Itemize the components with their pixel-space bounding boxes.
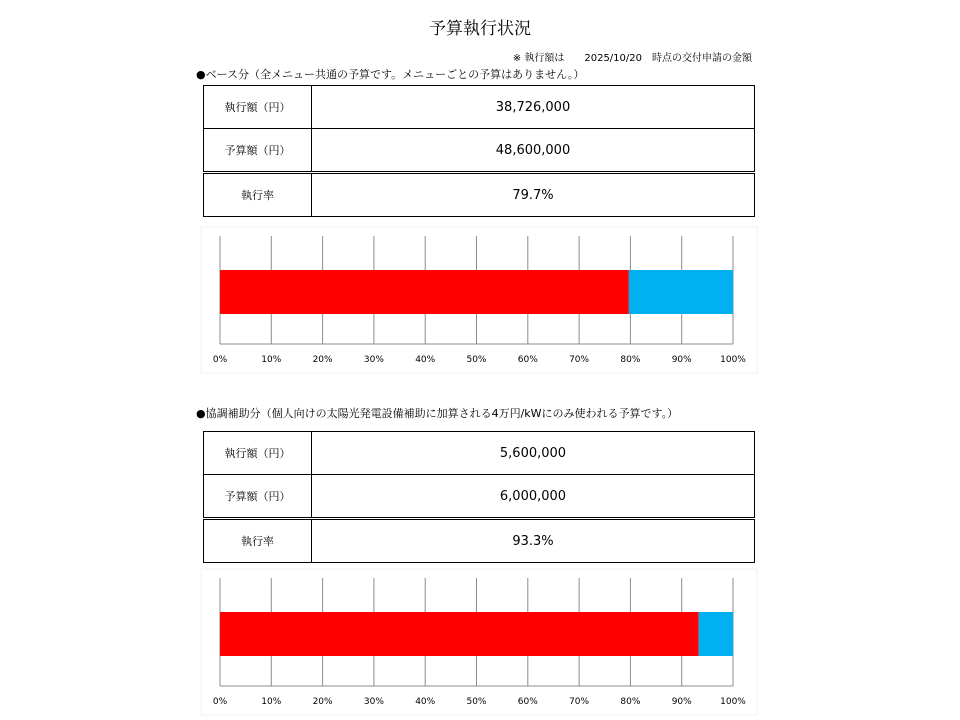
execution-date-note: ※ 執行額は 2025/10/20 時点の交付申請の金額 bbox=[512, 53, 752, 64]
page-title: 予算執行状況 bbox=[429, 19, 531, 39]
x-tick-label: 20% bbox=[312, 355, 333, 365]
executed-label: 執行額（円） bbox=[204, 432, 312, 475]
table-row bbox=[204, 173, 755, 217]
budget-value: 6,000,000 bbox=[312, 475, 755, 519]
table-row bbox=[204, 432, 755, 475]
executed-value: 38,726,000 bbox=[312, 86, 755, 129]
budget-table-base bbox=[203, 85, 755, 217]
budget-value: 48,600,000 bbox=[312, 129, 755, 173]
x-tick-label: 60% bbox=[517, 355, 538, 365]
x-tick-label: 0% bbox=[212, 697, 228, 707]
x-tick-label: 100% bbox=[720, 355, 746, 365]
x-tick-label: 100% bbox=[720, 697, 746, 707]
x-tick-label: 10% bbox=[261, 355, 282, 365]
execution-rate-chart-base bbox=[200, 226, 760, 376]
table-row bbox=[204, 475, 755, 519]
executed-value: 5,600,000 bbox=[312, 432, 755, 475]
execution-rate-chart-cooperative bbox=[200, 568, 760, 718]
rate-value: 79.7% bbox=[312, 173, 755, 217]
chart-svg bbox=[200, 226, 760, 376]
budget-table-cooperative bbox=[203, 431, 755, 563]
budget-label: 予算額（円） bbox=[204, 475, 312, 519]
budget-label: 予算額（円） bbox=[204, 129, 312, 173]
x-tick-label: 90% bbox=[671, 697, 692, 707]
section-heading-base: ●ベース分（全メニュー共通の予算です。メニューごとの予算はありません。） bbox=[196, 68, 585, 81]
x-tick-label: 70% bbox=[569, 355, 590, 365]
x-tick-label: 20% bbox=[312, 697, 333, 707]
x-tick-label: 50% bbox=[466, 355, 487, 365]
x-tick-label: 0% bbox=[212, 355, 228, 365]
table-row bbox=[204, 86, 755, 129]
bar-remaining bbox=[699, 612, 733, 656]
bar-executed bbox=[220, 270, 629, 314]
x-tick-label: 30% bbox=[363, 355, 384, 365]
x-tick-label: 50% bbox=[466, 697, 487, 707]
x-tick-label: 80% bbox=[620, 355, 641, 365]
executed-label: 執行額（円） bbox=[204, 86, 312, 129]
x-tick-label: 90% bbox=[671, 355, 692, 365]
rate-value: 93.3% bbox=[312, 519, 755, 563]
x-tick-label: 30% bbox=[363, 697, 384, 707]
table-row bbox=[204, 129, 755, 173]
x-tick-label: 70% bbox=[569, 697, 590, 707]
x-tick-label: 10% bbox=[261, 697, 282, 707]
x-tick-label: 80% bbox=[620, 697, 641, 707]
x-tick-label: 40% bbox=[415, 355, 436, 365]
chart-svg bbox=[200, 568, 760, 718]
x-tick-label: 40% bbox=[415, 697, 436, 707]
table-row bbox=[204, 519, 755, 563]
rate-label: 執行率 bbox=[204, 519, 312, 563]
x-tick-label: 60% bbox=[517, 697, 538, 707]
rate-label: 執行率 bbox=[204, 173, 312, 217]
bar-executed bbox=[220, 612, 699, 656]
bar-remaining bbox=[629, 270, 733, 314]
section-heading-cooperative: ●協調補助分（個人向けの太陽光発電設備補助に加算される4万円/kWにのみ使われる予算です。） bbox=[196, 407, 679, 420]
